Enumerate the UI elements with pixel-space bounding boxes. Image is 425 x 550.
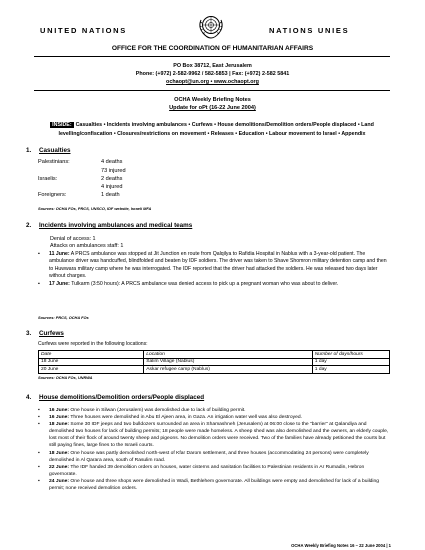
- casualty-value: 1 death: [101, 192, 120, 198]
- section-number: 1.: [26, 147, 32, 154]
- table-header-row: [39, 351, 390, 359]
- event-date: 24 June:: [49, 478, 70, 484]
- inside-list: Casualties • Incidents involving ambulances • Curfews • House demolitions/Demolition orders/People displaced • Land levelling/confiscation • Closures/restrictions on movement • Releases • Education • Labour movement to Israel • Appendix: [58, 122, 374, 137]
- event-text: One house was partly demolished north-west of Kfar Darom settlement, and three houses (accommodating 24 persons) were completely demolished in Al Qarara area, south of Rasulim road.: [49, 450, 369, 463]
- list-item: ▪ 17 June: Tulkarm (3:50 hours): A PRCS ambulance was denied access to pick up a pregnant woman who was about to deliver.: [38, 280, 339, 287]
- table-cell: 1 day: [312, 366, 389, 374]
- column-header: Number of days/hours: [312, 351, 389, 359]
- list-item: ▪ 16 June: Three houses were demolished in Abu El Ajeen area, in Gaza. An irrigation water well was also destroyed.: [38, 415, 302, 421]
- inside-label: INSIDE:: [52, 122, 72, 128]
- list-item: ▪ 16 June: One house in Silwan (Jerusalem) was demolished due to lack of building permit.: [38, 408, 246, 413]
- table-cell: Askar refugee camp (Nablus): [144, 366, 312, 374]
- table-cell: 18 June: [39, 358, 144, 366]
- event-text: Some 30 IDF jeeps and two bulldozers surrounded an area in Shamashneh (Jerusalem) at 06:00 close to the "barrier" at Qalandiya and demolished two houses for lack of building permits; 18 people were made homeless. A sheep shed was also demolished and the owners, an elderly couple, lost most of their flock of around twenty sheep and pigeons. No demolition orders were received. Two of the families have already petitioned the courts but still paying fines, large fines to the Israeli courts.: [49, 422, 389, 449]
- incident-date: 17 June:: [49, 280, 70, 287]
- section-casualties-heading: [26, 147, 71, 154]
- event-date: 18 June:: [49, 450, 70, 456]
- event-text: The IDF handed 39 demolition orders on houses, water cisterns and sanitation facilities to Palestinian residents in Ar Rumadin, Hebron governorate.: [49, 464, 365, 477]
- contact-email-web: [0, 79, 425, 85]
- event-text: Three houses were demolished in Abu El Ajeen area, in Gaza. An irrigation water well was also destroyed.: [70, 415, 302, 421]
- list-item: ▪ 11 June: A PRCS ambulance was stopped at Jit Junction en route from Qalqilya to Rafidia Hospital in Nablus with a 3-year-old patient. The ambulance driver was handcuffed, blindfolded and beaten by IDF soldiers. The driver was taken to Shave Shomron military detention camp and then to Huwwara military camp where he was interrogated. The IDF reported that the driver had attacked the soldiers. He was released two days later without charges.: [38, 251, 387, 280]
- section-ambulances-heading: [26, 222, 192, 229]
- event-date: 16 June:: [49, 408, 70, 413]
- incident-text: Tulkarm (3:50 hours): A PRCS ambulance was denied access to pick up a pregnant woman who was about to deliver.: [71, 280, 339, 287]
- list-item: ▪ 24 June: One house and three shops were demolished in Wadi, Bethlehem governorate. All buildings were empty and demolished for lack of a building permit; none received demolition orders.: [38, 478, 380, 492]
- event-date: 18 June:: [49, 422, 70, 428]
- office-name: OFFICE FOR THE COORDINATION OF HUMANITARIAN AFFAIRS: [111, 45, 314, 52]
- table-row: [39, 366, 390, 374]
- casualty-value: 4 injured: [101, 184, 123, 190]
- list-item: ▪ 18 June: One house was partly demolished north-west of Kfar Darom settlement, and three houses (accommodating 24 persons) were completely demolished in Al Qarara area, south of Rasulim road.: [38, 450, 369, 463]
- event-text: One house in Silwan (Jerusalem) was demolished due to lack of building permit.: [70, 408, 246, 413]
- un-emblem-icon: [197, 12, 225, 40]
- section-title: House demolitions/Demolition orders/People displaced: [39, 394, 205, 401]
- section-title: Curfews: [39, 330, 64, 337]
- incident-text: A PRCS ambulance was stopped at Jit Junction en route from Qalqilya to Rafidia Hospital in Nablus with a 3-year-old patient. The ambulance driver was handcuffed, blindfolded and beaten by IDF soldiers. The driver was taken to Shave Shomron military detention camp and then to Huwwara military camp where he was interrogated. The IDF reported that the driver had attacked the soldiers. He was released two days later without charges.: [49, 251, 387, 280]
- section-number: 4.: [26, 394, 32, 401]
- casualty-label: Israelis:: [38, 176, 58, 182]
- casualties-source: Sources: OCHA FOs, PRCS, UNSCO, IDF website, Israeli MFA: [38, 206, 152, 211]
- phone-fax: Phone: (+972) 2-582-9962 / 582-5853 | Fax: (+972) 2-582 5841: [135, 71, 290, 77]
- section-title: Incidents involving ambulances and medical teams: [39, 222, 193, 229]
- curfews-intro: Curfews were reported in the following locations:: [38, 341, 148, 347]
- table-cell: Salim Village (Nablus): [144, 358, 312, 366]
- section-title: Casualties: [39, 147, 71, 154]
- inside-contents: [34, 121, 390, 138]
- casualty-value: 2 deaths: [101, 176, 123, 182]
- casualty-value: 4 deaths: [101, 159, 123, 165]
- po-box: PO Box 38712, East Jerusalem: [173, 63, 252, 69]
- event-text: One house and three shops were demolished in Wadi, Bethlehem governorate. All buildings were empty and demolished for lack of a building permit; none received demolition orders.: [49, 478, 380, 492]
- ambulance-incident-list: [38, 251, 390, 288]
- event-date: 16 June:: [49, 415, 70, 421]
- section-curfews-heading: [26, 330, 64, 337]
- attack-count: Attacks on ambulances staff: 1: [50, 243, 124, 249]
- casualty-value: 73 injured: [101, 168, 126, 174]
- column-header: Date: [39, 351, 144, 359]
- casualty-label: Foreigners:: [38, 192, 67, 198]
- ambulances-source: Sources: PRCS, OCHA FOs: [38, 315, 89, 320]
- page-footer: OCHA Weekly Briefing Notes 16 – 22 June 2004 | 1: [291, 543, 391, 548]
- header-divider: [34, 56, 390, 57]
- section-number: 3.: [26, 330, 32, 337]
- curfews-table: [38, 350, 390, 374]
- column-header: Location: [144, 351, 312, 359]
- table-row: [39, 358, 390, 366]
- list-item: ▪ 18 June: Some 30 IDF jeeps and two bulldozers surrounded an area in Shamashneh (Jerusalem) at 06:00 close to the "barrier" at Qalandiya and demolished two houses for lack of building permits; 18 people were made homeless. A sheep shed was also demolished and the owners, an elderly couple, lost most of their flock of around twenty sheep and pigeons. No demolition orders were received. Two of the families have already petitioned the courts but still paying fines, large fines to the Israeli courts.: [38, 422, 389, 449]
- section-number: 2.: [26, 222, 32, 229]
- address-divider: [34, 90, 390, 91]
- casualty-label: Palestinians:: [38, 159, 70, 165]
- contact-links[interactable]: ochaopt@un.org • www.ochaopt.org: [166, 79, 259, 85]
- curfews-source: Sources: OCHA FOs, UNRWA: [38, 375, 93, 380]
- list-item: ▪ 22 June: The IDF handed 39 demolition orders on houses, water cisterns and sanitation facilities to Palestinian residents in Ar Rumadin, Hebron governorate.: [38, 464, 365, 477]
- event-date: 22 June:: [49, 464, 70, 470]
- table-cell: 20 June: [39, 366, 144, 374]
- section-demolitions-heading: [26, 394, 204, 401]
- report-title: OCHA Weekly Briefing Notes: [174, 97, 251, 103]
- org-name-french: NATIONS UNIES: [269, 26, 350, 35]
- report-period: Update for oPt (16-22 June 2004): [169, 105, 256, 111]
- incident-date: 11 June:: [49, 251, 70, 257]
- table-cell: 1 day: [312, 358, 389, 366]
- denial-count: Denial of access: 1: [50, 236, 96, 242]
- org-name-english: UNITED NATIONS: [40, 26, 127, 35]
- demolition-list: [38, 407, 390, 492]
